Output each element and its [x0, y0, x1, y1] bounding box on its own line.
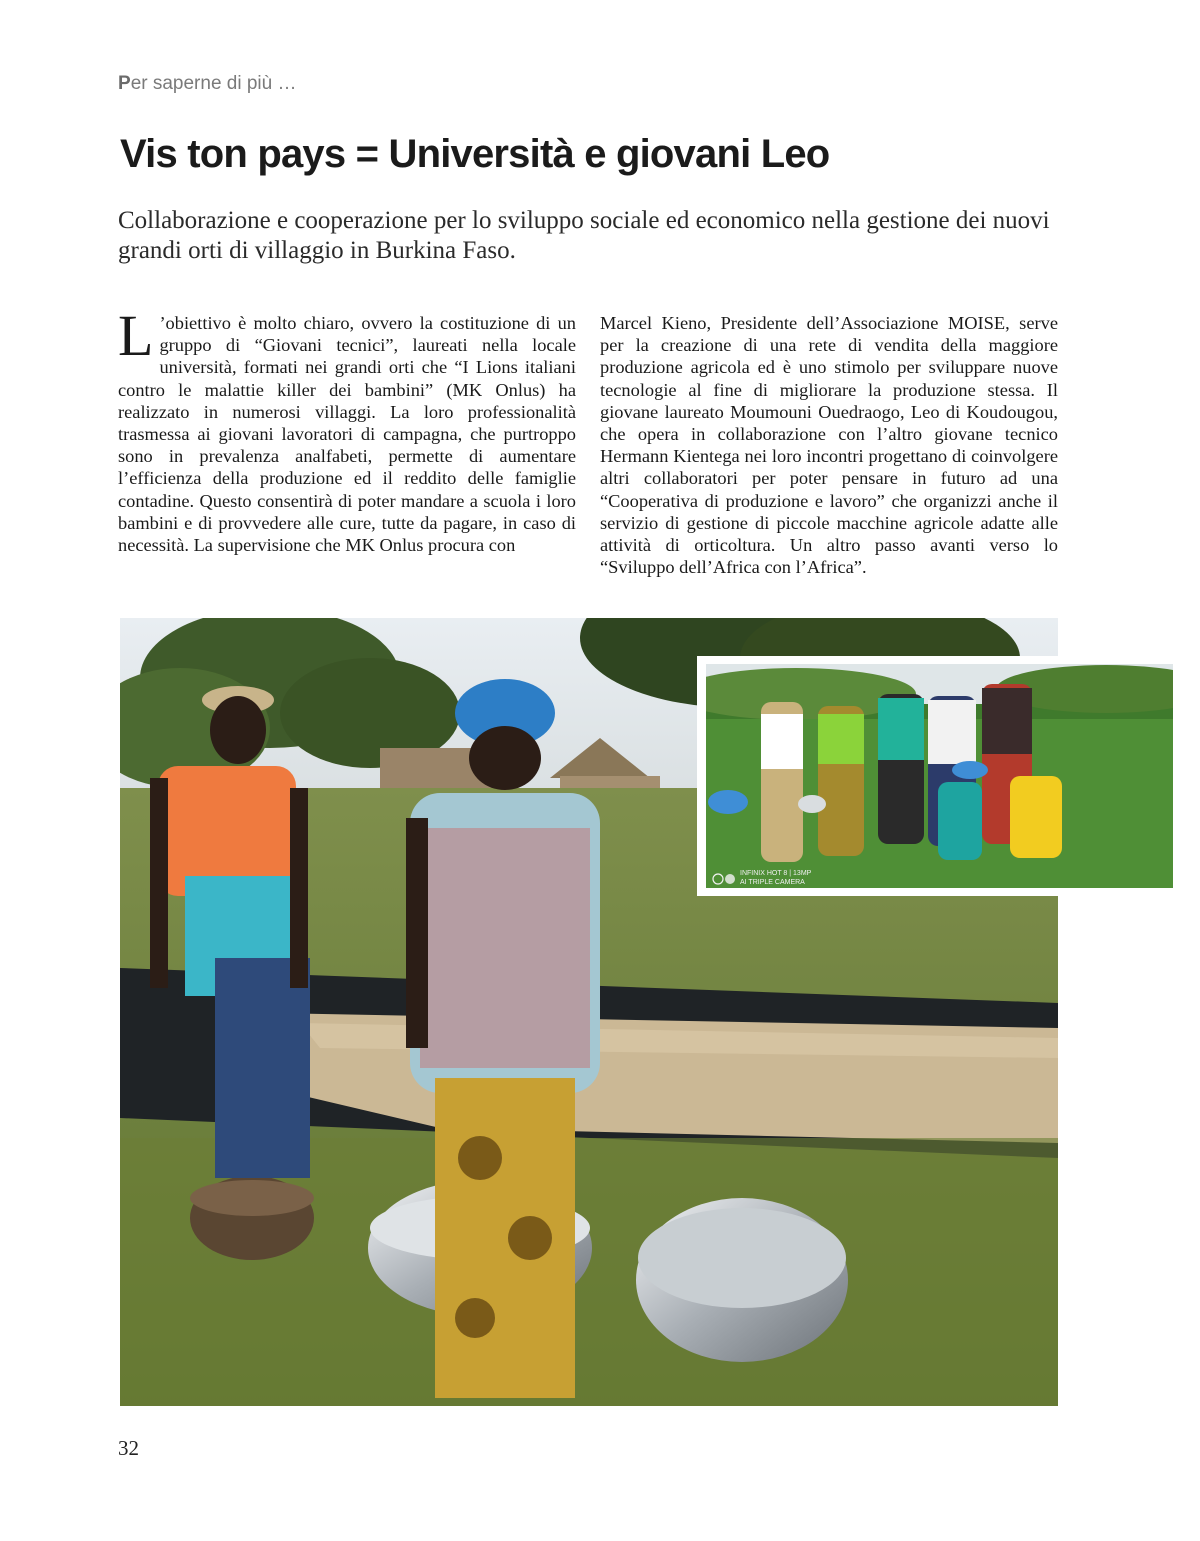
page-number: 32: [118, 1436, 139, 1460]
section-label: [118, 73, 297, 95]
article-subtitle: Collaborazione e cooperazione per lo sviluppo sociale ed economico nella gestione dei nuovi grandi orti di villaggio in Burkina Faso.: [118, 207, 1050, 264]
inset-watermark-line2: AI TRIPLE CAMERA: [740, 879, 805, 886]
article-title: Vis ton pays = Università e giovani Leo: [120, 132, 830, 176]
inset-photo: [697, 656, 1180, 896]
column-left-text: ’obiettivo è molto chiaro, ovvero la costituzione di un gruppo di “Giovani tecnici”, laureati nella locale università, formati nei grandi orti che “I Lions italiani contro le malattie killer dei bambini” (MK Onlus) ha realizzato in numerosi villaggi. La loro professionalità trasmessa ai giovani lavoratori di campagna, che purtroppo sono in prevalenza analfabeti, permette di aumentare l’efficienza della produzione ed il reddito delle famiglie contadine. Questo consentirà di poter mandare a scuola i loro bambini e di provvedere alle cure, tutte da pagare, in caso di necessità. La supervisione che MK Onlus procura con: [118, 313, 576, 556]
drop-cap: L: [118, 303, 154, 368]
section-label-initial: P: [118, 73, 131, 94]
inset-watermark-line1: INFINIX HOT 8 | 13MP: [740, 870, 812, 877]
inset-photo-illustration: [706, 664, 1173, 888]
article-column-left: [118, 303, 576, 556]
article-column-right: Marcel Kieno, Presidente dell’Associazione MOISE, serve per la creazione di una rete di vendita della maggiore produzione agricola ed è uno stimolo per sviluppare nuove tecnologie al fine di migliorare la produzione stessa. Il giovane laureato Moumouni Ouedraogo, Leo di Koudougou, che opera in collaborazione con l’altro giovane tecnico Hermann Kientega nei loro incontri progettano di coinvolgere altri collaboratori per poter pensare in futuro ad una “Cooperativa di produzione e lavoro” che organizzi anche il servizio di gestione di piccole macchine agricole adatte alle attività di orticoltura. Un altro passo avanti verso lo “Sviluppo dell’Africa con l’Africa”.: [600, 313, 1058, 578]
section-label-text: er saperne di più …: [130, 73, 297, 94]
